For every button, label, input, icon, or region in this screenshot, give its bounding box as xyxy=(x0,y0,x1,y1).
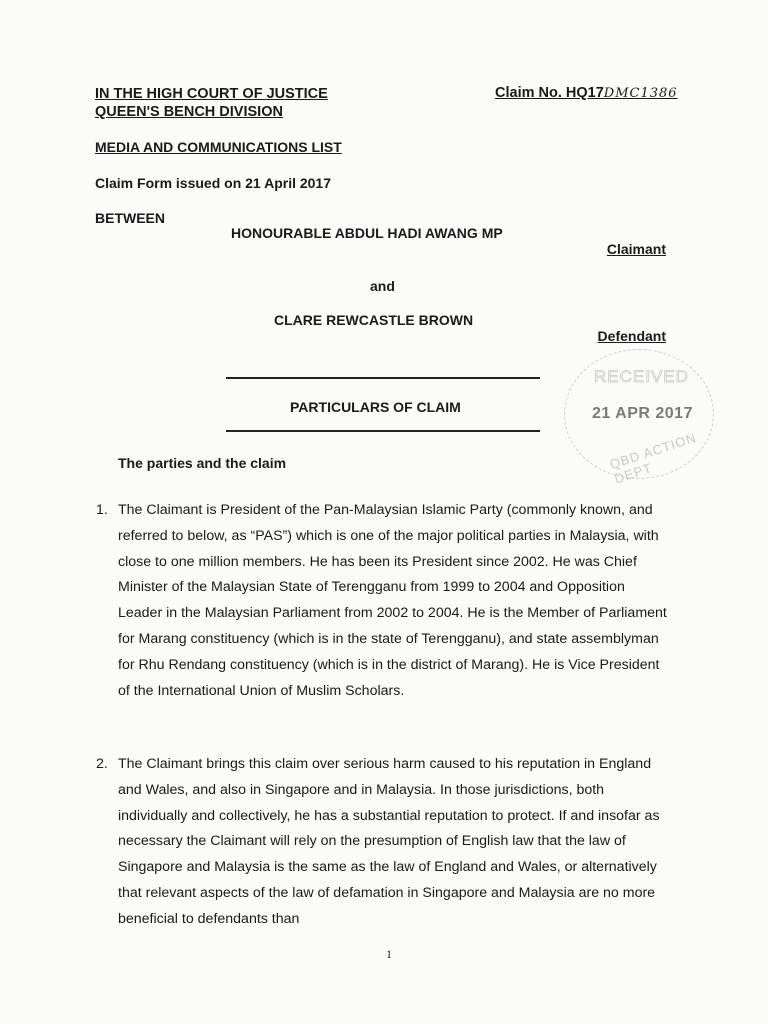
received-stamp xyxy=(564,349,714,487)
issue-date: Claim Form issued on 21 April 2017 xyxy=(95,175,332,191)
claim-number-handwritten: DMC1386 xyxy=(603,86,678,101)
stamp-received-text: RECEIVED xyxy=(594,367,689,386)
and-label: and xyxy=(370,278,395,294)
paragraph-number: 2. xyxy=(96,756,108,772)
claimant-name: HONOURABLE ABDUL HADI AWANG MP xyxy=(231,225,503,241)
paragraph xyxy=(96,752,668,933)
list-name: MEDIA AND COMMUNICATIONS LIST xyxy=(95,139,342,155)
paragraph-number: 1. xyxy=(96,502,108,518)
paragraph-text: The Claimant is President of the Pan-Malaysian Islamic Party (commonly known, and referred to below, as “PAS”) which is one of the major political parties in Malaysia, with close to one million members. He has been its President since 2002. He was Chief Minister of the Malaysian State of Terengganu from 1999 to 2004 and Opposition Leader in the Malaysian Parliament from 2002 to 2004. He is the Member of Parliament for Marang constituency (which is in the state of Terengganu), and state assemblyman for Rhu Rendang constituency (which is in the district of Marang). He is Vice President of the International Union of Muslim Scholars. xyxy=(118,502,667,699)
court-name: IN THE HIGH COURT OF JUSTICE xyxy=(95,86,328,102)
page-number: 1 xyxy=(386,947,392,961)
court-heading xyxy=(95,85,328,121)
title-rule-bottom xyxy=(226,430,540,432)
stamp-date: 21 APR 2017 xyxy=(592,405,693,422)
division-name: QUEEN'S BENCH DIVISION xyxy=(95,104,283,120)
paragraph-text: The Claimant brings this claim over serious harm caused to his reputation in England and Wales, and also in Singapore and in Malaysia. In those jurisdictions, both individually and collectively, he has a substantial reputation to protect. If and insofar as necessary the Claimant will rely on the presumption of English law that the law of Singapore and Malaysia is the same as the law of England and Wales, or alternatively that relevant aspects of the law of defamation in Singapore and Malaysia are no more beneficial to defendants than xyxy=(118,756,660,927)
paragraph xyxy=(96,498,668,704)
claimant-role: Claimant xyxy=(606,241,666,257)
claim-number-label: Claim No. HQ17 xyxy=(495,85,604,101)
title-rule-top xyxy=(226,377,540,379)
stamp-dept: QBD ACTION DEPT xyxy=(607,429,699,487)
defendant-role: Defendant xyxy=(597,328,666,344)
between-label: BETWEEN xyxy=(95,210,165,226)
claim-number xyxy=(495,85,678,101)
defendant-name: CLARE REWCASTLE BROWN xyxy=(274,312,474,328)
document-title: PARTICULARS OF CLAIM xyxy=(290,399,461,415)
section-heading: The parties and the claim xyxy=(118,455,287,471)
